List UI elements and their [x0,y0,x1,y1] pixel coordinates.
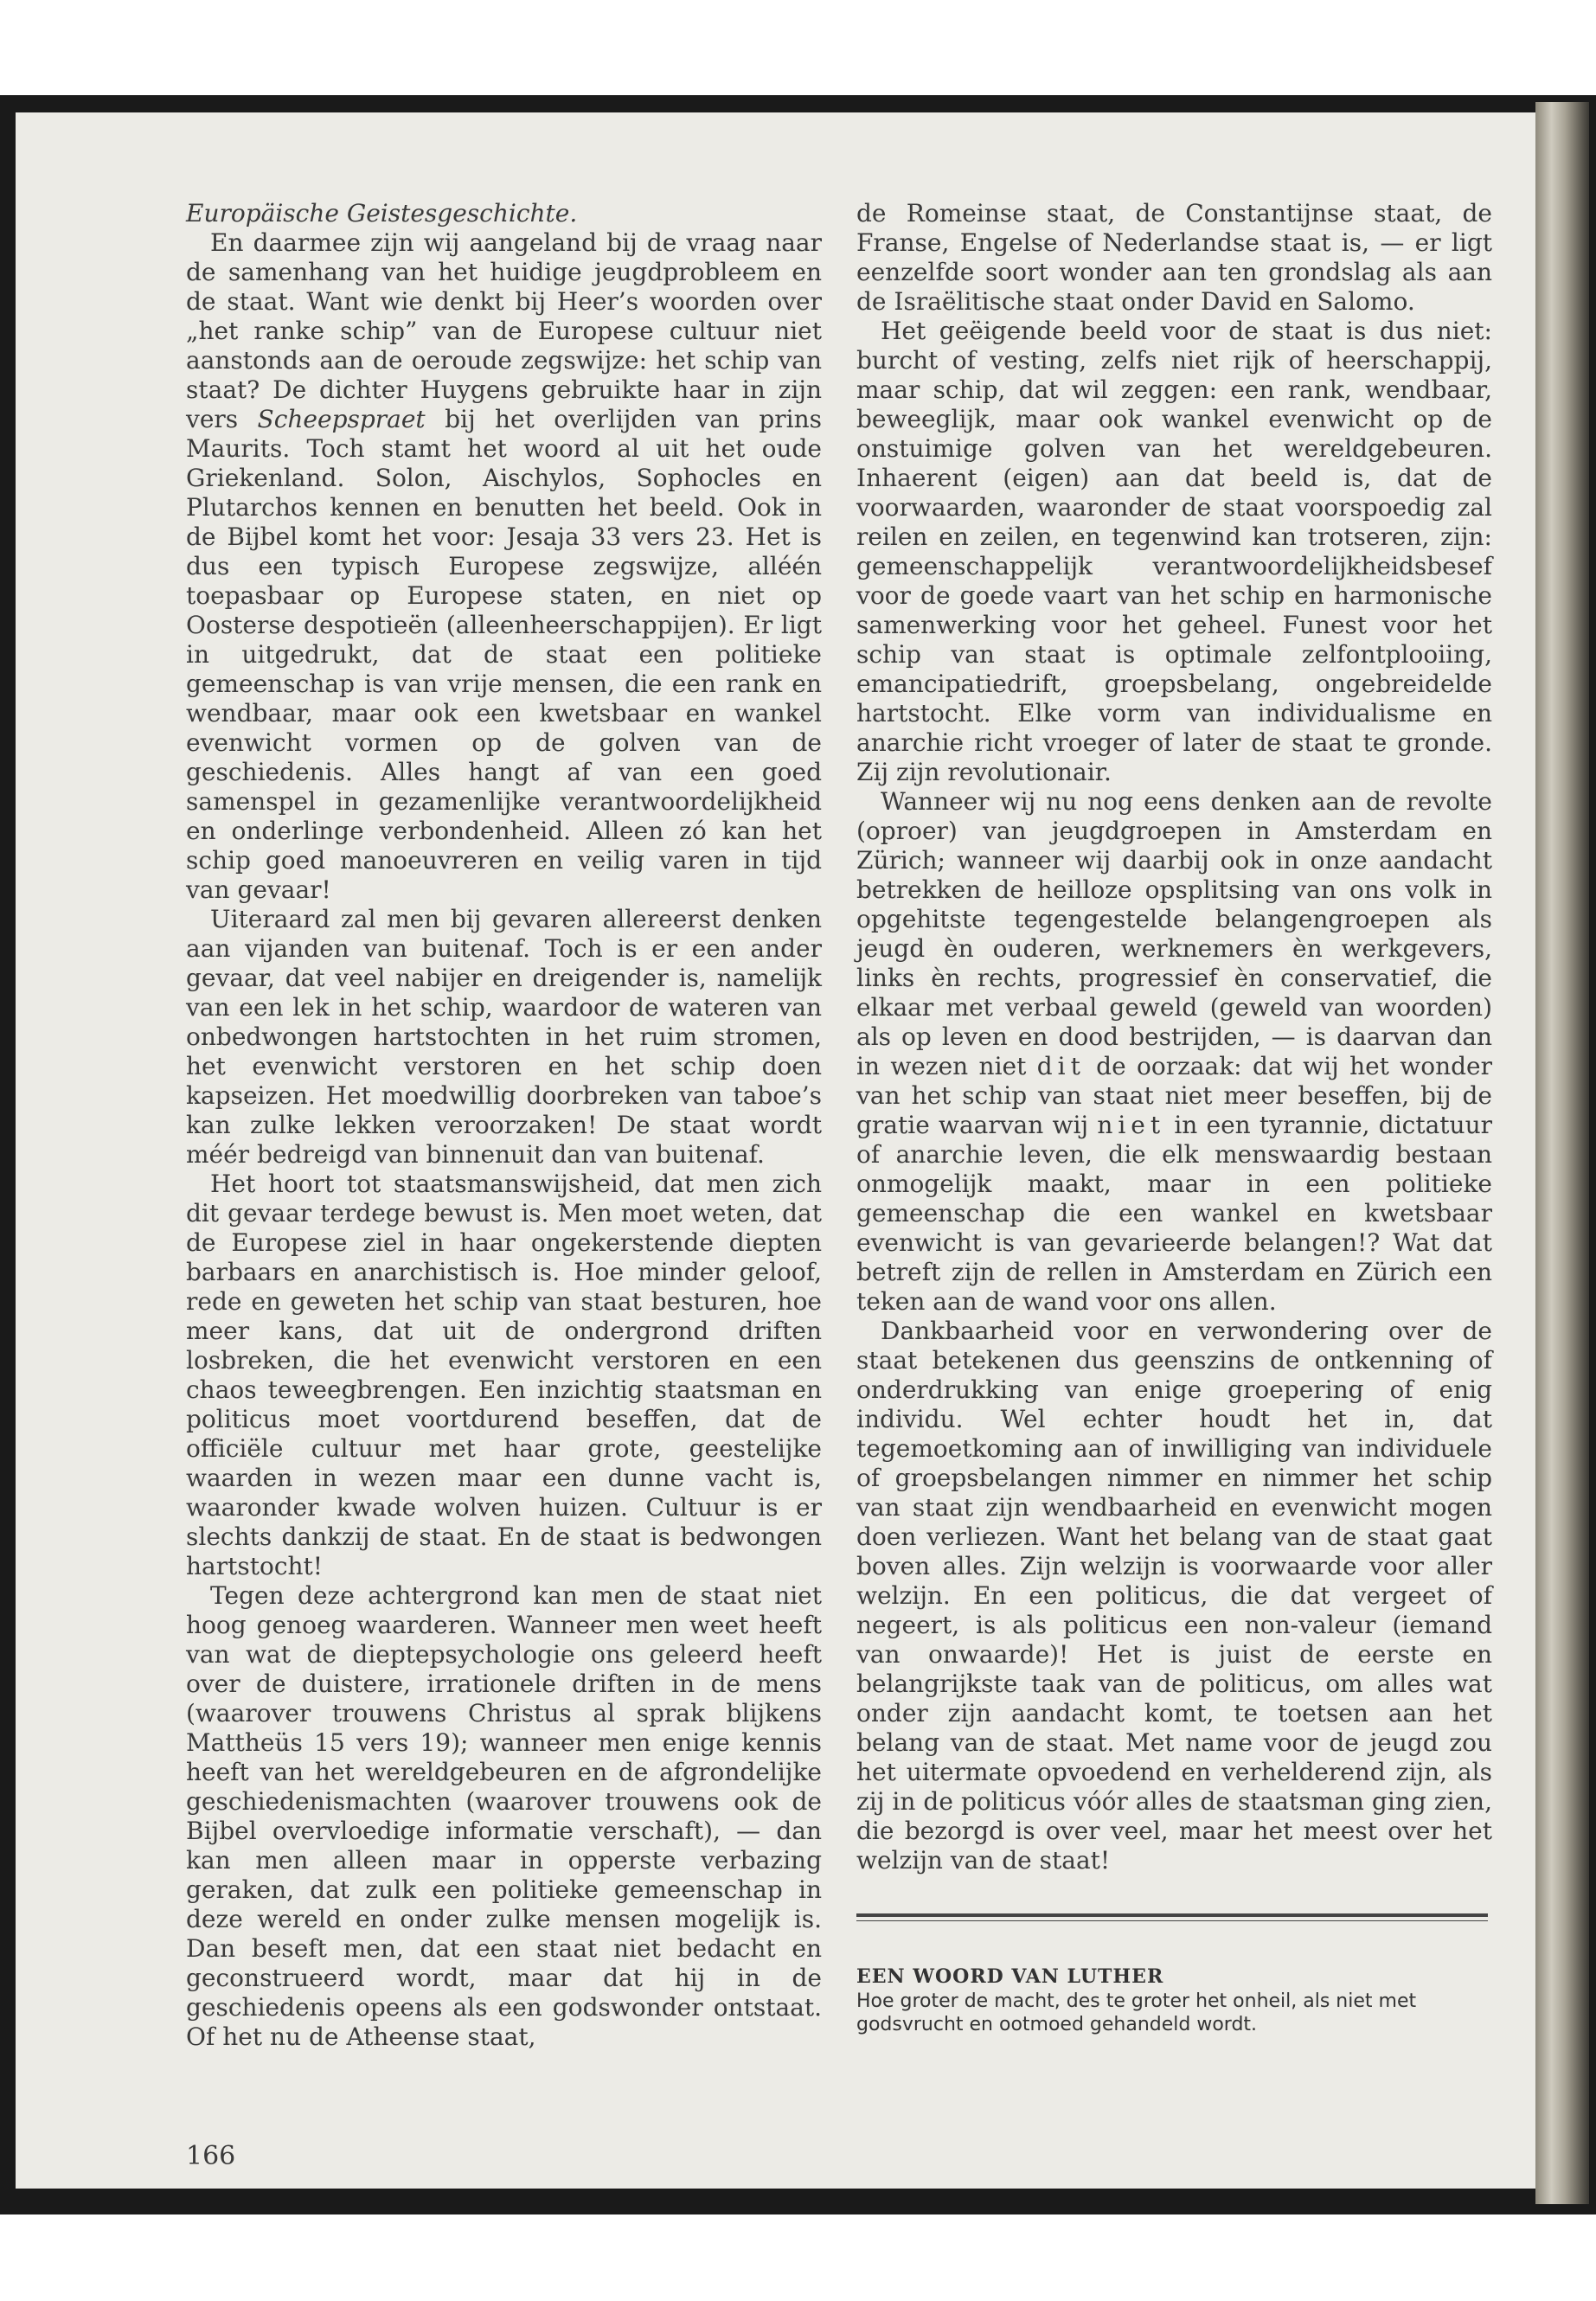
poem-title: Scheepspraet [257,405,426,433]
paragraph: de Romeinse staat, de Constantijnse staat, de Franse, Engelse of Nederlandse staat is, — er ligt eenzelfde soort wonder aan ten grondslag als aan de Israëlitische staat onder David en Salomo. [856,199,1492,316]
right-column [856,199,1492,1875]
paragraph [186,228,822,905]
emphasis-word: niet [1097,1111,1166,1139]
book-spine [1535,102,1589,2204]
quote-text: Hoe groter de macht, des te groter het onheil, als niet met godsvrucht en ootmoed gehandeld wordt. [856,1990,1417,2035]
page-number: 166 [186,2141,236,2171]
paragraph [856,787,1492,1317]
emphasis-word: dit [1036,1052,1086,1080]
paragraph: Het geëigende beeld voor de staat is dus niet: burcht of vesting, zelfs niet rijk of heerschappij, maar schip, dat wil zeggen: een rank, wendbaar, beweeglijk, maar ook wankel evenwicht op de onstuimige golven van het wereldgebeuren. Inhaerent (eigen) aan dat beeld is, dat de voorwaarden, waaronder de staat voorspoedig zal reilen en zeilen, en tegenwind kan trotseren, zijn: gemeenschappelijk verantwoordelijkheidsbesef voor de goede vaart van het schip en harmonische samenwerking voor het geheel. Funest voor het schip van staat is optimale zelfontplooiing, emancipatiedrift, groepsbelang, ongebreidelde hartstocht. Elke vorm van individualisme en anarchie richt vroeger of later de staat te gronde. Zij zijn revolutionair. [856,317,1492,786]
paragraph-text: En daarmee zijn wij aangeland bij de vraag naar de samenhang van het huidige jeugdprobleem en de staat. Want wie denkt bij Heer’s woorden over „het ranke schip” van de Europese cultuur niet aanstonds aan de oeroude zegswijze: het schip van staat? De dichter Huygens gebruikte haar in zijn vers [186,228,822,433]
paragraph: Uiteraard zal men bij gevaren allereerst denken aan vijanden van buitenaf. Toch is er een ander gevaar, dat veel nabijer en dreigender is, namelijk van een lek in het schip, waardoor de wateren van onbedwongen hartstochten in het ruim stromen, het evenwicht verstoren en het schip doen kapseizen. Het moedwillig doorbreken van taboe’s kan zulke lekken veroorzaken! De staat wordt méér bedreigd van binnenuit dan van buitenaf. [186,905,822,1169]
left-column [186,199,822,2052]
divider-thin [856,1920,1488,1921]
paragraph-text: Wanneer wij nu nog eens denken aan de revolte (oproer) van jeugdgroepen in Amsterdam en Zürich; wanneer wij daarbij ook in onze aandacht betrekken de heilloze opsplitsing van ons volk in opgehitste tegengestelde belangengroepen als jeugd èn ouderen, werknemers èn werkgevers, links èn rechts, progressief èn conservatief, die elkaar met verbaal geweld (geweld van woorden) als op leven en dood bestrijden, — is daarvan dan in wezen niet [856,787,1492,1080]
paragraph: Het hoort tot staatsmanswijsheid, dat men zich dit gevaar terdege bewust is. Men moet weten, dat de Europese ziel in haar ongekerstende diepten barbaars en anarchistisch is. Hoe minder geloof, rede en geweten het schip van staat besturen, hoe meer kans, dat uit de ondergrond driften losbreken, die het evenwicht verstoren en een chaos teweegbrengen. Een inzichtig staatsman en politicus moet voortdurend beseffen, dat de officiële cultuur met haar grote, geestelijke waarden in wezen maar een dunne vacht is, waaronder kwade wolven huizen. Cultuur is er slechts dankzij de staat. En de staat is bedwongen hartstocht! [186,1170,822,1580]
paragraph-text: bij het overlijden van prins Maurits. Toch stamt het woord al uit het oude Griekenland. Solon, Aischylos, Sophocles en Plutarchos kennen en benutten het beeld. Ook in de Bijbel komt het voor: Jesaja 33 vers 23. Het is dus een typisch Europese zegswijze, alléén toepasbaar op Europese staten, en niet op Oosterse despotieën (alleenheerschappijen). Er ligt in uitgedrukt, dat de staat een politieke gemeenschap is van vrije mensen, die een rank en wendbaar, maar ook een kwetsbaar en wankel evenwicht vormen op de golven van de geschiedenis. Alles hangt af van een goed samenspel in gezamenlijke verantwoordelijkheid en onderlinge verbondenheid. Alleen zó kan het schip goed manoeuvreren en veilig varen in tijd van gevaar! [186,405,822,904]
divider-thick [856,1913,1488,1917]
paragraph: Dankbaarheid voor en verwondering over de staat betekenen dus geenszins de ontkenning of onderdrukking van enige groepering of enig individu. Wel echter houdt het in, dat tegemoetkoming aan of inwilliging van individuele of groepsbelangen nimmer en nimmer het schip van staat zijn wendbaarheid en evenwicht mogen doen verliezen. Want het belang van de staat gaat boven alles. Zijn welzijn is voorwaarde voor aller welzijn. En een politicus, die dat vergeet of negeert, is als politicus een non-valeur (iemand van onwaarde)! Het is juist de eerste en belangrijkste taak van de politicus, om alles wat onder zijn aandacht komt, te toetsen aan het belang van de staat. Met name voor de jeugd zou het uitermate opvoedend en verhelderend zijn, als zij in de politicus vóór alles de staatsman ging zien, die bezorgd is over veel, maar het meest over het welzijn van de staat! [856,1317,1492,1875]
paragraph-text: de oorzaak: dat wij het wonder van het schip van staat niet meer beseffen, bij de gratie waarvan wij [856,1052,1492,1139]
paragraph-text: in een tyrannie, dictatuur of anarchie leven, die elk menswaardig bestaan onmogelijk maakt, maar in een politieke gemeenschap die een wankel en kwetsbaar evenwicht is van gevarieerde belangen!? Wat dat betreft zijn de rellen in Amsterdam en Zürich een teken aan de wand voor ons allen. [856,1111,1492,1316]
quote-title: EEN WOORD VAN LUTHER [856,1965,1164,1988]
section-reference: Europäische Geistesgeschichte. [186,199,578,228]
paragraph: Tegen deze achtergrond kan men de staat niet hoog genoeg waarderen. Wanneer men weet heeft van wat de dieptepsychologie ons geleerd heeft over de duistere, irrationele driften in de mens (waarover trouwens Christus al sprak blijkens Mattheüs 15 vers 19); wanneer men enige kennis heeft van het wereldgebeuren en de afgrondelijke geschiedenismachten (waarover trouwens ook de Bijbel overvloedige informatie verschaft), — dan kan men alleen maar in opperste verbazing geraken, dat zulk een politieke gemeenschap in deze wereld en onder zulke mensen mogelijk is. Dan beseft men, dat een staat niet bedacht en geconstrueerd wordt, maar dat hij in de geschiedenis opeens als een godswonder ontstaat. Of het nu de Atheense staat, [186,1581,822,2051]
